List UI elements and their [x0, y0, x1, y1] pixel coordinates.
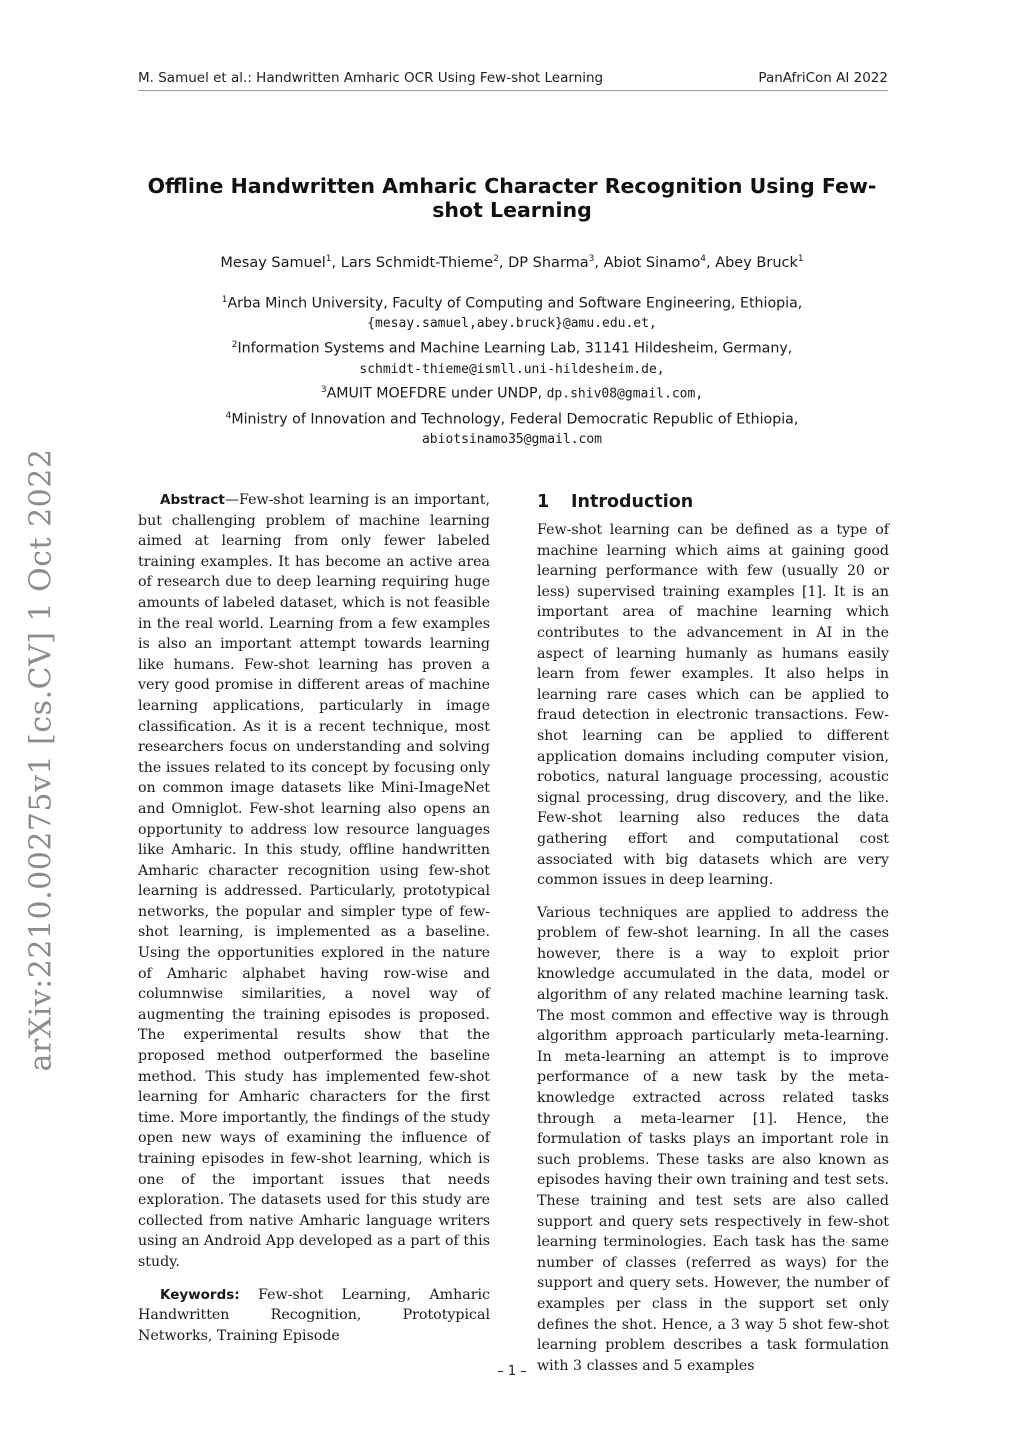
author-affiliation-mark: 1: [325, 254, 332, 264]
section-number: 1: [537, 492, 550, 512]
paper-title: Offline Handwritten Amharic Character Recognition Using Few-shot Learning: [147, 174, 877, 222]
author-affiliation-mark: 1: [797, 254, 804, 264]
affiliation-2: $^2$Information Systems and Machine Learning Lab, 31141 Hildesheim, Germany,: [231, 340, 793, 357]
running-header-right: PanAfriCon AI 2022: [758, 70, 888, 86]
keywords: [138, 1285, 490, 1347]
author-list: Mesay Samuel$^1$, Lars Schmidt-Thieme$^2$, DP Sharma$^3$, Abiot Sinamo$^4$, Abey Bruck$^1$: [220, 254, 804, 271]
arxiv-stamp: [16, 448, 66, 1072]
page-number: – 1 –: [497, 1364, 527, 1379]
author-name: DP Sharma: [508, 254, 589, 271]
running-header-left: M. Samuel et al.: Handwritten Amharic OCR Using Few-shot Learning: [138, 70, 604, 86]
section-title: Introduction: [571, 492, 694, 512]
author-name: Mesay Samuel: [220, 254, 326, 271]
arxiv-identifier: arXiv:2210.00275v1 [cs.CV] 1 Oct 2022: [23, 448, 59, 1072]
affiliation-2-email: schmidt-thieme@ismll.uni-hildesheim.de,: [359, 361, 665, 377]
affiliation-4-email: abiotsinamo35@gmail.com: [421, 432, 602, 448]
abstract: Abstract—Few-shot learning is an important, but challenging problem of machine learning aimed at learning from only fewer labeled training examples. It has become an active area of research due to deep learning requiring huge amounts of labeled dataset, which is not feasible in the real world. Learning from a few examples is also an important attempt towards learning like humans. Few-shot learning has proven a very good promise in different areas of machine learning applications, particularly in image classification. As it is a recent technique, most researchers focus on understanding and solving the issues related to its concept by focusing only on common image datasets like Mini-ImageNet and Omniglot. Few-shot learning also opens an opportunity to address low resource languages like Amharic. In this study, offline handwritten Amharic character recognition using few-shot learning is addressed. Particularly, prototypical networks, the popular and simpler type of few-shot learning, is implemented as a baseline. Using the opportunities explored in the nature of Amharic alphabet having row-wise and columnwise similarities, a novel way of augmenting the training episodes is proposed. The experimental results show that the proposed method outperformed the baseline method. This study has implemented few-shot learning for Amharic characters for the first time. More importantly, the findings of the study open new ways of examining the influence of training episodes in few-shot learning, which is one of the important issues that needs exploration. The datasets used for this study are collected from native Amharic language writers using an Android App developed as a part of this study.: [138, 492, 490, 1270]
running-header: [138, 68, 888, 91]
keywords-label: Keywords:: [160, 1286, 240, 1303]
introduction-paragraph-1: Few-shot learning can be defined as a type of machine learning which aims at gaining good learning performance with few (usually 20 or less) supervised training examples [1]. It is an important area of machine learning which contributes to the advancement in AI in the aspect of learning humanly as humans easily learn from fewer examples. It also helps in learning rare cases which can be applied to fraud detection in electronic transactions. Few-shot learning can be applied to different application domains including computer vision, robotics, natural language processing, acoustic signal processing, drug discovery, and the like. Few-shot learning also reduces the data gathering effort and computational cost associated with big datasets which are very common issues in deep learning.: [537, 522, 889, 889]
abstract-text: Few-shot learning is an important, but challenging problem of machine learning aimed at learning from only fewer labeled training examples. It has become an active area of research due to deep learning requiring huge amounts of labeled dataset, which is not feasible in the real world. Learning from a few examples is also an important attempt towards learning like humans. Few-shot learning has proven a very good promise in different areas of machine learning applications, particularly in image classification. As it is a recent technique, most researchers focus on understanding and solving the issues related to its concept by focusing only on common image datasets like Mini-ImageNet and Omniglot. Few-shot learning also opens an opportunity to address low resource languages like Amharic. In this study, offline handwritten Amharic character recognition using few-shot learning is addressed. Particularly, prototypical networks, the popular and simpler type of few-shot learning, is implemented as a baseline. Using the opportunities explored in the nature of Amharic alphabet having row-wise and columnwise similarities, a novel way of augmenting the training episodes is proposed. The experimental results show that the proposed method outperformed the baseline method. This study has implemented few-shot learning for Amharic characters for the first time. More importantly, the findings of the study open new ways of examining the influence of training episodes in few-shot learning, which is one of the important issues that needs exploration. The datasets used for this study are collected from native Amharic language writers using an Android App developed as a part of this study.: [138, 492, 490, 1270]
keywords-text: Few-shot Learning, Amharic Handwritten Recognition, Prototypical Networks, Training Episode: [138, 1286, 490, 1344]
section-heading: [537, 490, 889, 514]
affiliation-1: $^1$Arba Minch University, Faculty of Computing and Software Engineering, Ethiopia,: [221, 295, 803, 312]
author-affiliation-mark: 3: [588, 254, 595, 264]
author-affiliation-mark: 2: [493, 254, 499, 264]
affiliations: [130, 290, 894, 451]
affiliation-4: $^4$Ministry of Innovation and Technology, Federal Democratic Republic of Ethiopia,: [225, 410, 799, 428]
introduction-column: [537, 490, 889, 1376]
affiliation-3: $^3$AMUIT MOEFDRE under UNDP, dp.shiv08@gmail.com,: [320, 385, 704, 403]
affiliation-1-email: {mesay.samuel,abey.bruck}@amu.edu.et,: [367, 316, 657, 332]
affiliation-3-email: dp.shiv08@gmail.com,: [546, 387, 704, 403]
author-name: Lars Schmidt-Thieme: [340, 254, 494, 271]
author-name: Abiot Sinamo: [603, 254, 701, 271]
author-affiliation-mark: 4: [700, 254, 706, 264]
introduction-paragraph-2: Various techniques are applied to address the problem of few-shot learning. In all the cases however, there is a way to exploit prior knowledge accumulated in the data, model or algorithm of any related machine learning task. The most common and effective way is through algorithm approach particularly meta-learning. In meta-learning an attempt is to improve performance of a new task by the meta-knowledge extracted across related tasks through a meta-learner [1]. Hence, the formulation of tasks plays an important role in such problems. These tasks are also known as episodes having their own training and test sets. These training and test sets are also called support and query sets respectively in few-shot learning terminologies. Each task has the same number of classes (referred as ways) for the support and query sets. However, the number of examples per class in the support set only defines the shot. Hence, a 3 way 5 shot few-shot learning problem describes a task formulation with 3 classes and 5 examples: [537, 904, 889, 1374]
abstract-column: [138, 490, 490, 1346]
abstract-label: Abstract: [160, 492, 225, 508]
author-name: Abey Bruck: [715, 254, 798, 271]
